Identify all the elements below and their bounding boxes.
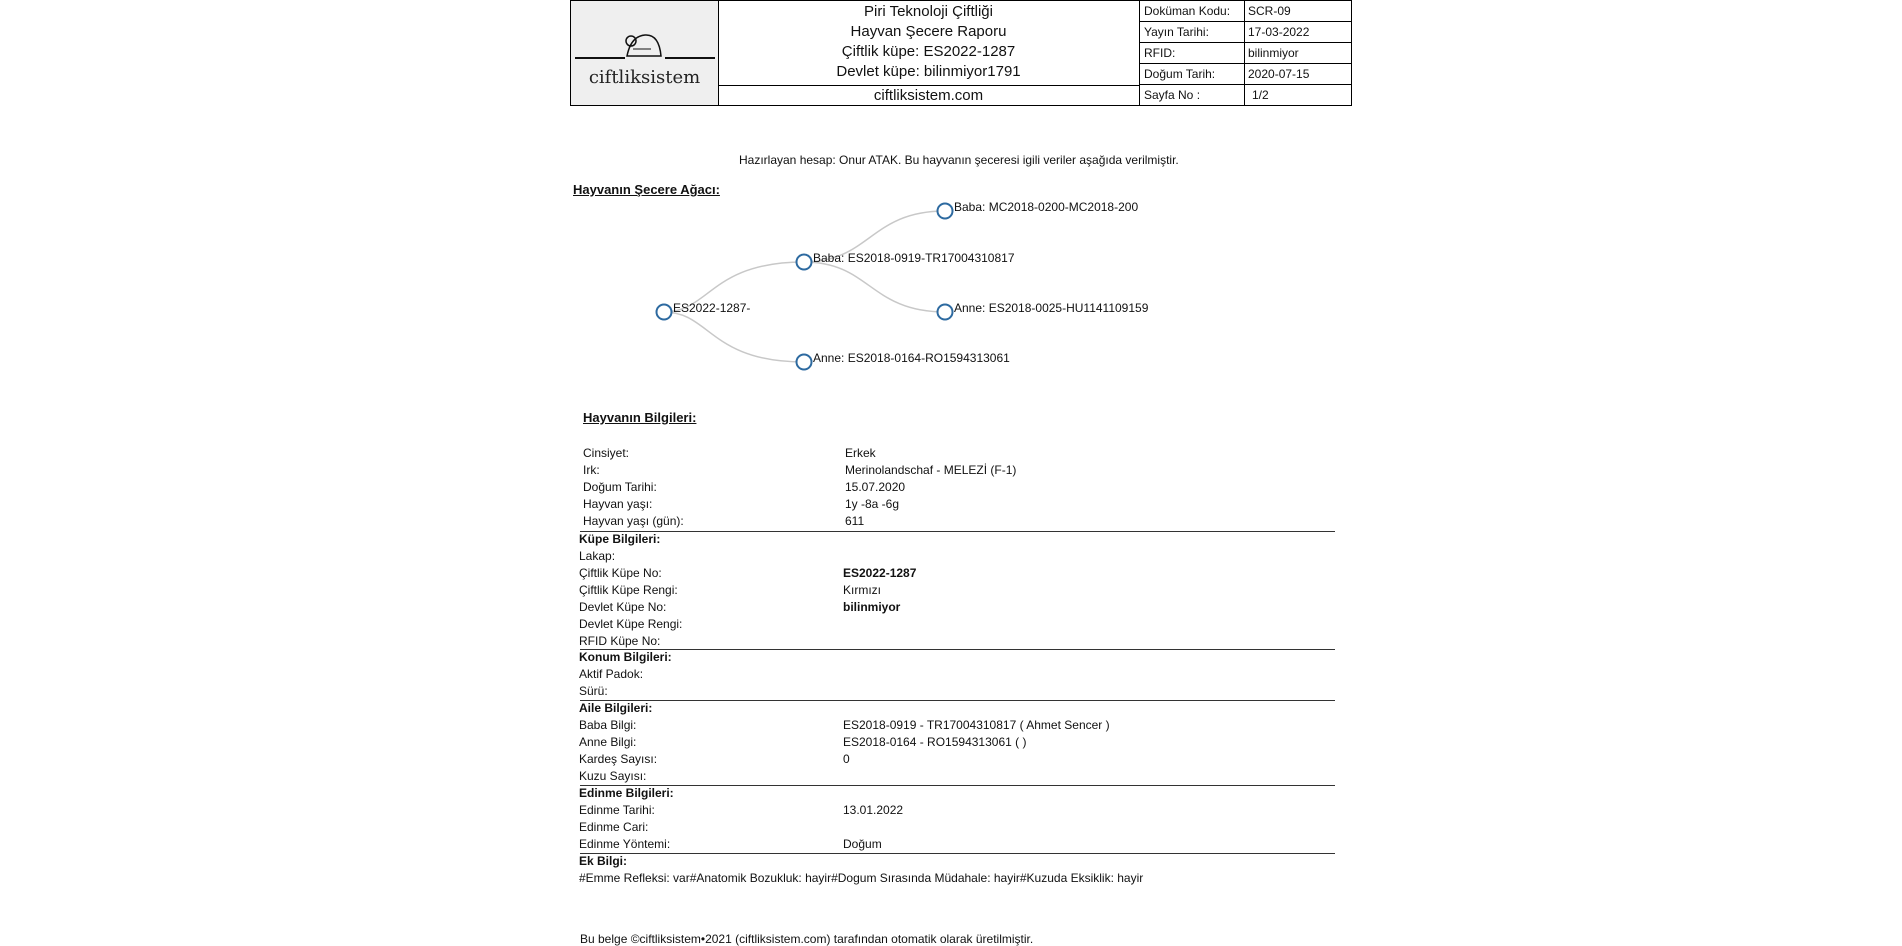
meta-row — [1140, 64, 1351, 85]
meta-row — [1140, 43, 1351, 64]
farm-tag: Çiftlik küpe: ES2022-1287 — [841, 43, 1016, 60]
field-label: Devlet Küpe Rengi: — [579, 617, 683, 631]
field-label: Çiftlik Küpe Rengi: — [579, 583, 678, 597]
field-label: Hayvan yaşı (gün): — [583, 514, 684, 528]
document-header — [570, 0, 1352, 106]
field-label: Çiftlik Küpe No: — [579, 566, 662, 580]
field-label: Doğum Tarihi: — [583, 480, 657, 494]
section-heading: Konum Bilgileri: — [579, 650, 672, 664]
section-divider — [580, 785, 1335, 786]
field-value: ES2018-0164 - RO1594313061 ( ) — [843, 735, 1027, 749]
field-label: Baba Bilgi: — [579, 718, 637, 732]
section-heading: Ek Bilgi: — [579, 854, 628, 868]
logo — [571, 1, 719, 105]
document-meta-table — [1140, 1, 1351, 105]
field-label: RFID Küpe No: — [579, 634, 661, 648]
header-title-block — [718, 1, 1140, 105]
section-heading: Edinme Bilgileri: — [579, 786, 674, 800]
animal-info-title: Hayvanın Bilgileri: — [583, 410, 697, 425]
tree-link — [804, 262, 945, 312]
section-divider — [580, 853, 1335, 854]
meta-key: Doküman Kodu: — [1144, 4, 1231, 18]
meta-key: Yayın Tarihi: — [1144, 25, 1209, 39]
field-value: 1y -8a -6g — [845, 497, 900, 511]
tree-link — [664, 312, 804, 362]
field-label: Anne Bilgi: — [579, 735, 637, 749]
tree-node-label: Baba: MC2018-0200-MC2018-200 — [954, 200, 1139, 214]
meta-value: SCR-09 — [1248, 4, 1291, 18]
section-divider — [580, 649, 1335, 650]
meta-key: Doğum Tarih: — [1144, 67, 1216, 81]
website: ciftliksistem.com — [873, 87, 984, 104]
field-label: Lakap: — [579, 549, 616, 563]
field-label: Edinme Yöntemi: — [579, 837, 671, 851]
field-value: Merinolandschaf - MELEZİ (F-1) — [845, 463, 1017, 477]
tree-node — [938, 305, 953, 320]
tree-title: Hayvanın Şecere Ağacı: — [573, 182, 720, 197]
tree-node-label: Baba: ES2018-0919-TR17004310817 — [813, 251, 1015, 265]
field-value: 0 — [843, 752, 850, 766]
meta-row — [1140, 85, 1351, 105]
meta-key: Sayfa No : — [1144, 88, 1201, 102]
meta-value: 1/2 — [1252, 88, 1269, 102]
meta-value: 17-03-2022 — [1248, 25, 1310, 39]
tree-node — [797, 355, 812, 370]
report-title: Hayvan Şecere Raporu — [850, 23, 1007, 40]
field-label: Kardeş Sayısı: — [579, 752, 658, 766]
intro-text: Hazırlayan hesap: Onur ATAK. Bu hayvanın şeceresi igili veriler aşağıda verilmiştir. — [739, 153, 1179, 167]
tree-node — [657, 305, 672, 320]
field-value: Erkek — [845, 446, 876, 460]
field-value: 13.01.2022 — [843, 803, 904, 817]
field-value: ES2022-1287 — [843, 566, 917, 580]
meta-row — [1140, 22, 1351, 43]
logo-text: ciftliksistem — [588, 67, 701, 88]
section-divider — [580, 531, 1335, 532]
state-tag: Devlet küpe: bilinmiyor1791 — [836, 63, 1021, 80]
field-value: Doğum — [843, 837, 882, 851]
tree-node — [797, 255, 812, 270]
extra-info-text: #Emme Refleksi: var#Anatomik Bozukluk: hayir#Dogum Sırasında Müdahale: hayir#Kuzuda Eksiklik: hayir — [579, 871, 1144, 885]
field-value: bilinmiyor — [843, 600, 901, 614]
footer-text: Bu belge ©ciftliksistem•2021 (ciftliksistem.com) tarafından otomatik olarak üretilmiştir. — [580, 932, 1034, 946]
field-label: Edinme Tarihi: — [579, 803, 655, 817]
section-divider — [580, 700, 1335, 701]
meta-value: bilinmiyor — [1248, 46, 1299, 60]
field-label: Devlet Küpe No: — [579, 600, 667, 614]
tree-node-label: Anne: ES2018-0164-RO1594313061 — [813, 351, 1010, 365]
field-label: Irk: — [583, 463, 600, 477]
meta-value: 2020-07-15 — [1248, 67, 1310, 81]
section-heading: Aile Bilgileri: — [579, 701, 653, 715]
field-label: Kuzu Sayısı: — [579, 769, 647, 783]
field-label: Edinme Cari: — [579, 820, 649, 834]
meta-row — [1140, 1, 1351, 22]
field-value: Kırmızı — [843, 583, 881, 597]
meta-key: RFID: — [1144, 46, 1176, 60]
field-value: ES2018-0919 - TR17004310817 ( Ahmet Sencer ) — [843, 718, 1110, 732]
field-value: 15.07.2020 — [845, 480, 906, 494]
tree-node-label: Anne: ES2018-0025-HU1141109159 — [954, 301, 1149, 315]
field-value: 611 — [845, 514, 865, 528]
tree-node — [938, 204, 953, 219]
section-heading: Küpe Bilgileri: — [579, 532, 661, 546]
turtle-logo-icon — [571, 1, 718, 71]
field-label: Cinsiyet: — [583, 446, 630, 460]
field-label: Sürü: — [579, 684, 608, 698]
tree-node-label: ES2022-1287- — [673, 301, 751, 315]
farm-name: Piri Teknoloji Çiftliği — [864, 3, 993, 20]
field-label: Aktif Padok: — [579, 667, 644, 681]
field-label: Hayvan yaşı: — [583, 497, 653, 511]
pedigree-tree — [640, 195, 1180, 375]
